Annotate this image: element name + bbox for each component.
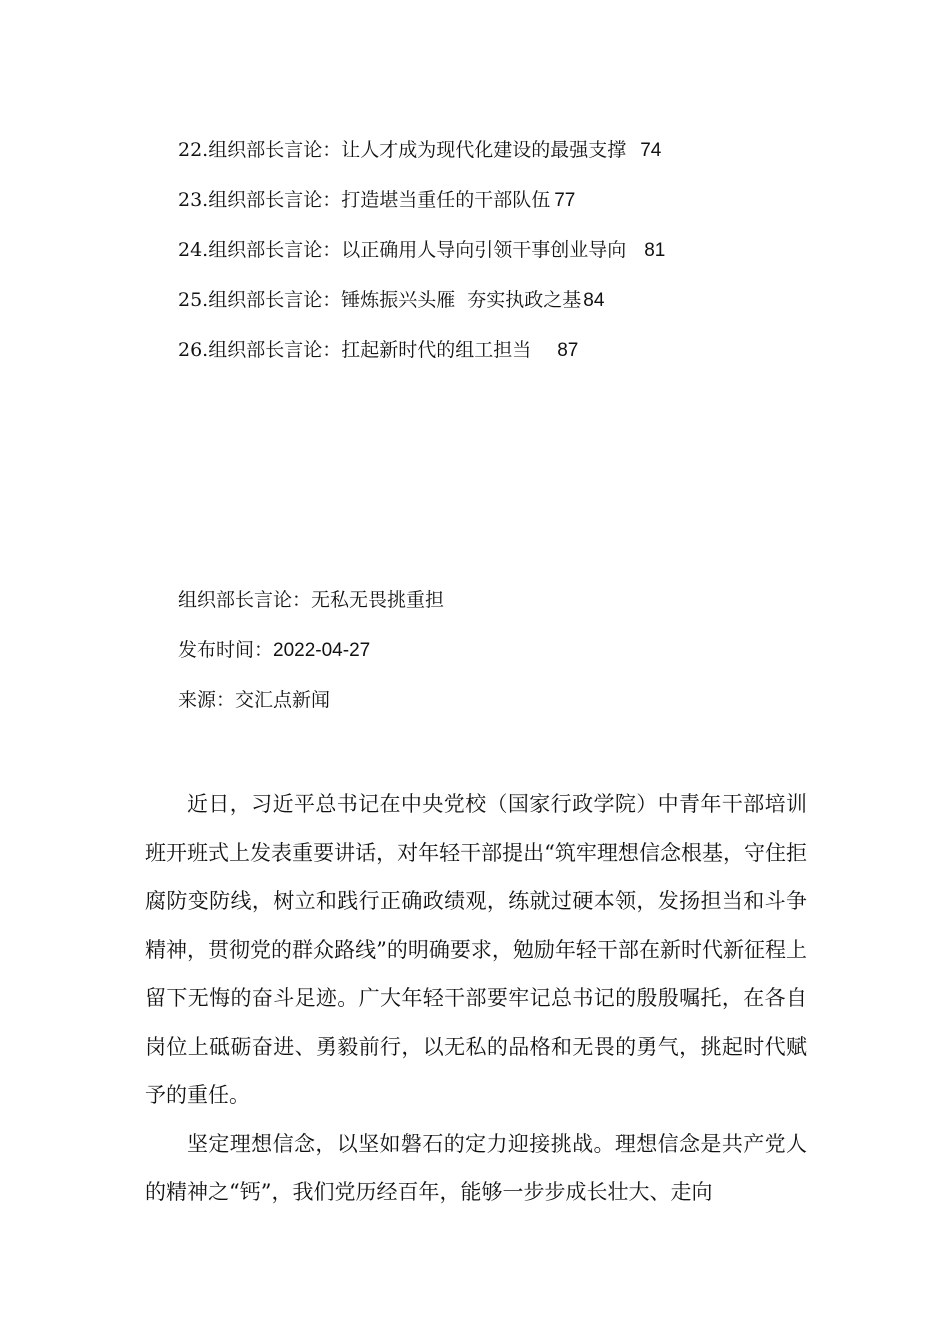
article-meta [178, 583, 818, 733]
toc-item-page: 81 [644, 240, 666, 261]
toc-item-title: 24.组织部长言论：以正确用人导向引领干事创业导向 [178, 239, 627, 261]
article-body [145, 780, 807, 1217]
toc-item-page: 84 [583, 290, 605, 311]
toc-item[interactable] [178, 133, 818, 183]
toc-item-page: 87 [557, 340, 579, 361]
publish-date [178, 633, 818, 683]
toc-item[interactable] [178, 233, 818, 283]
toc-item[interactable] [178, 283, 818, 333]
toc-item[interactable] [178, 333, 818, 383]
article-title: 组织部长言论：无私无畏挑重担 [178, 589, 445, 611]
toc-item-title: 22.组织部长言论：让人才成为现代化建设的最强支撑 [178, 139, 627, 161]
article-paragraph: 近日，习近平总书记在中央党校（国家行政学院）中青年干部培训班开班式上发表重要讲话，对年轻干部提出“筑牢理想信念根基，守住拒腐防变防线，树立和践行正确政绩观，练就过硬本领，发扬担当和斗争精神，贯彻党的群众路线”的明确要求，勉励年轻干部在新时代新征程上留下无悔的奋斗足迹。广大年轻干部要牢记总书记的殷殷嘱托，在各自岗位上砥砺奋进、勇毅前行，以无私的品格和无畏的勇气，挑起时代赋予的重任。 [145, 792, 807, 1107]
toc-item-title: 26.组织部长言论：扛起新时代的组工担当 [178, 339, 532, 361]
article-source-label: 来源： [178, 689, 236, 711]
article-paragraph: 坚定理想信念，以坚如磐石的定力迎接挑战。理想信念是共产党人的精神之“钙”，我们党历经百年，能够一步步成长壮大、走向 [145, 1131, 807, 1204]
table-of-contents [178, 133, 818, 383]
publish-date-label: 发布时间： [178, 639, 274, 661]
toc-item-title: 23.组织部长言论：打造堪当重任的干部队伍 [178, 189, 551, 211]
toc-item[interactable] [178, 183, 818, 233]
article-source-value: 交汇点新闻 [235, 689, 331, 711]
toc-item-page: 77 [554, 190, 576, 211]
toc-item-title: 25.组织部长言论：锤炼振兴头雁 夯实执政之基 [178, 289, 582, 311]
toc-item-page: 74 [640, 140, 662, 161]
article-source [178, 683, 818, 733]
publish-date-value: 2022-04-27 [273, 640, 371, 661]
